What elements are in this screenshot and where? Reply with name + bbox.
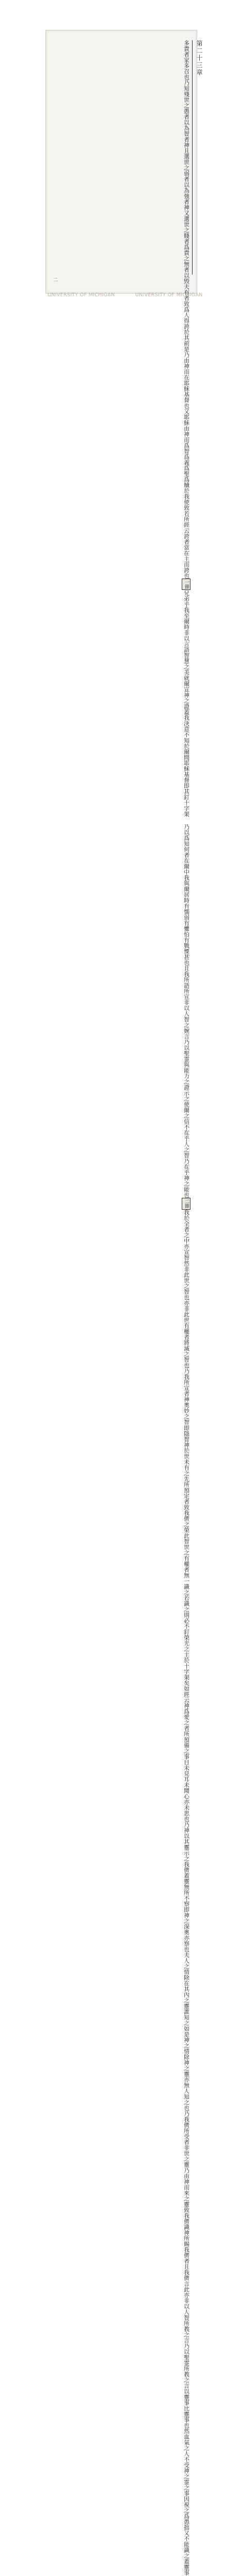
footer-watermark-left: UNIVERSITY OF MICHIGAN (47, 292, 115, 298)
chapter-heading: 第二十三章 (196, 40, 203, 76)
text-column: 二節我於全者之中亦宣智然非此世之智也亦非此世有權者將滅之智也乃我所宣者神奧妙之智 (53, 1198, 190, 1425)
section-marker: 一節 (182, 579, 190, 590)
margin-rule (192, 40, 193, 275)
text-column: 無者以毁夫有者致爲人得誇於其前是乃由神而在耶穌基督也又耶穌由神而爲智爲義爲聖爲贖於 (183, 261, 190, 494)
footer (0, 292, 239, 302)
text-column: 乃我儕所受者非世之靈乃由神而來之靈致我儕識神所賜我儕者且我儕言此亦非以人智所教之言 (183, 2110, 190, 2343)
text-column: 多貴者家多召也乃知殘世之愚者以為智者神且選世之弱者以為強者神又選世之賤者爲貴之 (183, 40, 190, 261)
page-number: 二 (53, 278, 59, 283)
text-column: 我使致若所經云誇者當在主而誇也 (183, 494, 190, 579)
text-column: 一節兄弟乎我至爾時非以言語智慧之美就爾宣神之證蓋我決意不知於爾間耶穌基督即其釘十字架 (53, 579, 190, 817)
text-column: 即隱智神於世未有之先所預定者致我儕之榮此智世之有權者無一識之若識之則必不釘榮光之 (183, 1425, 190, 1652)
section-marker: 二節 (182, 1198, 190, 1209)
text-column: 乃以聖霊所教之言以靈事比靈事也然血氣之人不受神之霊之事因視之爲愚拙又不能識之蓋靈事 (183, 2343, 190, 2575)
text-column: 乃以聖霊與能力之證示之使爾之信不在乎人之智乃在乎神之能也 (183, 1039, 190, 1198)
text-column: 無所不察即神之深奧亦察也夫人之情除在其內之靈誰知之如是神之情除神之靈亦無人知之也 (183, 1884, 190, 2111)
text-column: 乃以爲知何者在爾中我與爾居時有懦弱有懼怕有戰慄甚也且我所語所宣非以人智之婉言 (183, 824, 190, 1040)
text-column: 主於十字架矣如經云神爲愛之者所預備之事目未見耳未聞心亦未思也乃神以其靈示之我儕蓋靈 (183, 1651, 190, 1884)
footer-watermark-right: UNIVERSITY OF MICHIGAN (135, 292, 203, 298)
